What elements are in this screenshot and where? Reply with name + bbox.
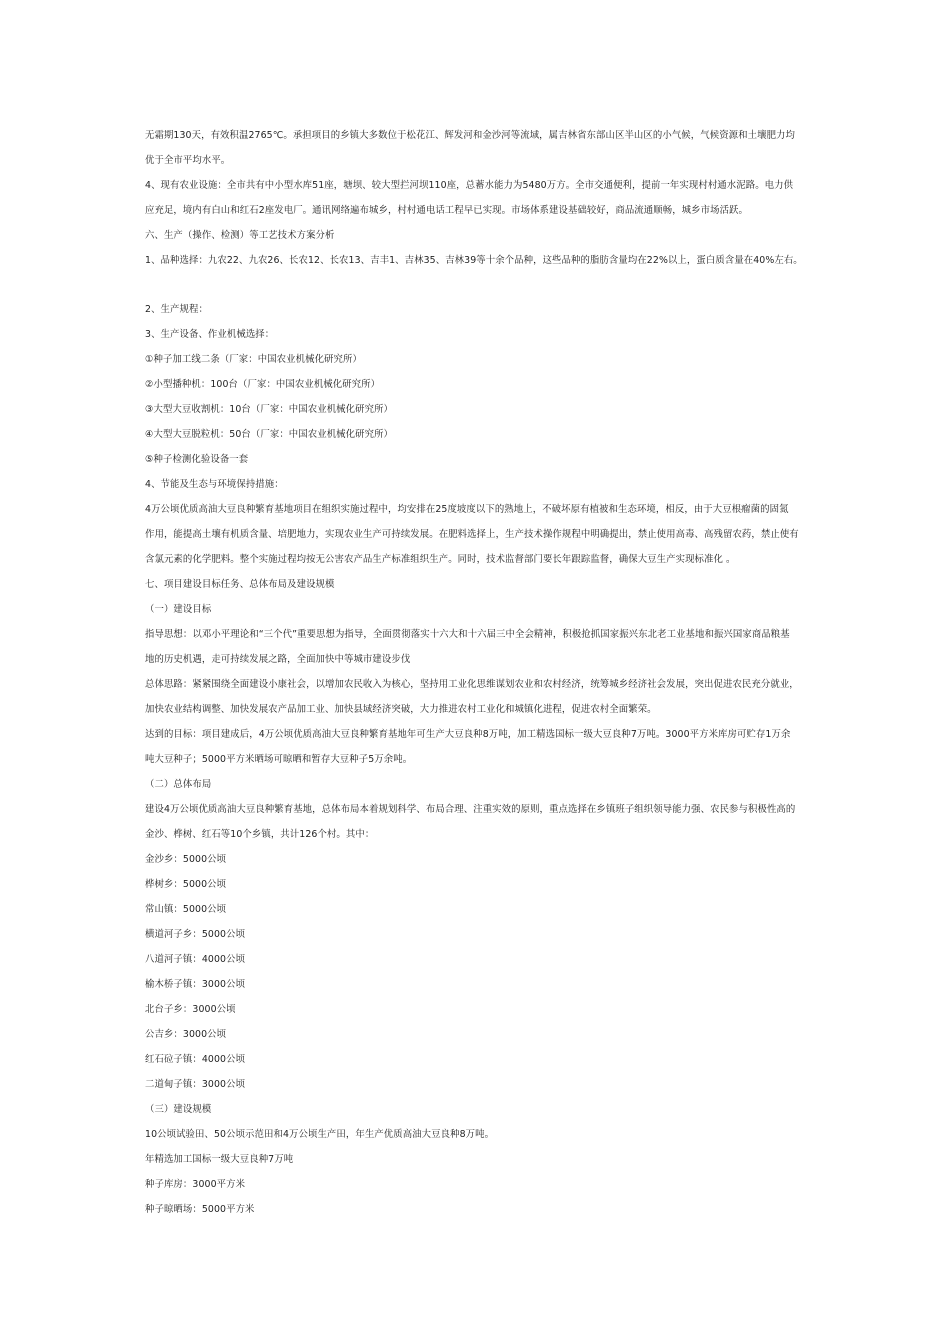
text-line: 4万公顷优质高油大豆良种繁育基地项目在组织实施过程中，均安排在25度坡度以下的熟地上，不破坏原有植被和生态环境，相反，由于大豆根瘤菌的固氮	[145, 504, 789, 515]
text-line: 无霜期130天，有效积温2765℃。承担项目的乡镇大多数位于松花江、辉发河和金沙河等流域，属吉林省东部山区半山区的小气候，气候资源和土壤肥力均	[145, 130, 796, 141]
subsection-heading: （一）建设目标	[145, 604, 212, 615]
text-line: 2、生产规程：	[145, 304, 208, 315]
text-line: 建设4万公顷优质高油大豆良种繁育基地，总体布局本着规划科学、布局合理、注重实效的原则，重点选择在乡镇班子组织领导能力强、农民参与积极性高的	[145, 804, 796, 815]
text-line: 1、品种选择：九农22、九农26、长农12、长农13、吉丰1、吉林35、吉林39等十余个品种，这些品种的脂肪含量均在22%以上，蛋白质含量在40%左右。	[145, 255, 803, 266]
section-heading: 七、项目建设目标任务、总体布局及建设规模	[145, 579, 335, 590]
text-line: 地的历史机遇，走可持续发展之路，全面加快中等城市建设步伐	[145, 654, 411, 665]
subsection-heading: （三）建设规模	[145, 1104, 212, 1115]
township-item: 北台子乡：3000公顷	[145, 1004, 236, 1015]
text-line: 4、节能及生态与环境保持措施：	[145, 479, 284, 490]
township-item: 红石砬子镇：4000公顷	[145, 1054, 246, 1065]
text-line: 加快农业结构调整、加快发展农产品加工业、加快县域经济突破，大力推进农村工业化和城镇化进程，促进农村全面繁荣。	[145, 704, 657, 715]
text-line: 含氯元素的化学肥料。整个实施过程均按无公害农产品生产标准组织生产。同时，技术监督部门要长年跟踪监督，确保大豆生产实现标准化 。	[145, 554, 736, 565]
text-line: 3、生产设备、作业机械选择：	[145, 329, 275, 340]
text-line: 10公顷试验田、50公顷示范田和4万公顷生产田，年生产优质高油大豆良种8万吨。	[145, 1129, 495, 1140]
township-item: 榆木桥子镇：3000公顷	[145, 979, 246, 990]
text-line: 作用，能提高土壤有机质含量、培肥地力，实现农业生产可持续发展。在肥料选择上，生产技术操作规程中明确提出，禁止使用高毒、高残留农药，禁止使有	[145, 529, 799, 540]
text-line: 优于全市平均水平。	[145, 155, 231, 166]
subsection-heading: （二）总体布局	[145, 779, 212, 790]
text-line: 年精选加工国标一级大豆良种7万吨	[145, 1154, 294, 1165]
text-line: 金沙、桦树、红石等10个乡镇，共计126个村。其中：	[145, 829, 375, 840]
paragraph-gap	[145, 276, 825, 300]
township-item: 二道甸子镇：3000公顷	[145, 1079, 246, 1090]
township-item: 常山镇：5000公顷	[145, 904, 227, 915]
equipment-item: ③大型大豆收割机：10台（厂家：中国农业机械化研究所）	[145, 404, 394, 415]
township-item: 公吉乡：3000公顷	[145, 1029, 227, 1040]
text-line: 种子晾晒场：5000平方米	[145, 1204, 255, 1215]
text-line: 吨大豆种子；5000平方米晒场可晾晒和暂存大豆种子5万余吨。	[145, 754, 413, 765]
township-item: 桦树乡：5000公顷	[145, 879, 227, 890]
text-line: 4、现有农业设施：全市共有中小型水库51座，塘坝、较大型拦河坝110座，总蓄水能力为5480万方。全市交通便利，提前一年实现村村通水泥路。电力供	[145, 180, 794, 191]
section-heading: 六、生产（操作、检测）等工艺技术方案分析	[145, 230, 335, 241]
equipment-item: ⑤种子检测化验设备一套	[145, 454, 249, 465]
township-item: 横道河子乡：5000公顷	[145, 929, 246, 940]
text-line: 总体思路：紧紧围绕全面建设小康社会，以增加农民收入为核心，坚持用工业化思维谋划农业和农村经济，统筹城乡经济社会发展，突出促进农民充分就业，	[145, 679, 799, 690]
equipment-item: ①种子加工线二条（厂家：中国农业机械化研究所）	[145, 354, 362, 365]
equipment-item: ④大型大豆脱粒机：50台（厂家：中国农业机械化研究所）	[145, 429, 394, 440]
text-line: 种子库房：3000平方米	[145, 1179, 246, 1190]
equipment-item: ②小型播种机：100台（厂家：中国农业机械化研究所）	[145, 379, 381, 390]
text-line: 应充足，境内有白山和红石2座发电厂。通讯网络遍布城乡，村村通电话工程早已实现。市场体系建设基础较好，商品流通顺畅，城乡市场活跃。	[145, 205, 748, 216]
text-line: 达到的目标：项目建成后，4万公顷优质高油大豆良种繁育基地年可生产大豆良种8万吨，加工精选国标一级大豆良种7万吨。3000平方米库房可贮存1万余	[145, 729, 791, 740]
text-line: 指导思想：以邓小平理论和“三个代”重要思想为指导，全面贯彻落实十六大和十六届三中全会精神，积极抢抓国家振兴东北老工业基地和振兴国家商品粮基	[145, 629, 790, 640]
township-item: 金沙乡：5000公顷	[145, 854, 227, 865]
document-body	[145, 126, 825, 1225]
township-item: 八道河子镇：4000公顷	[145, 954, 246, 965]
